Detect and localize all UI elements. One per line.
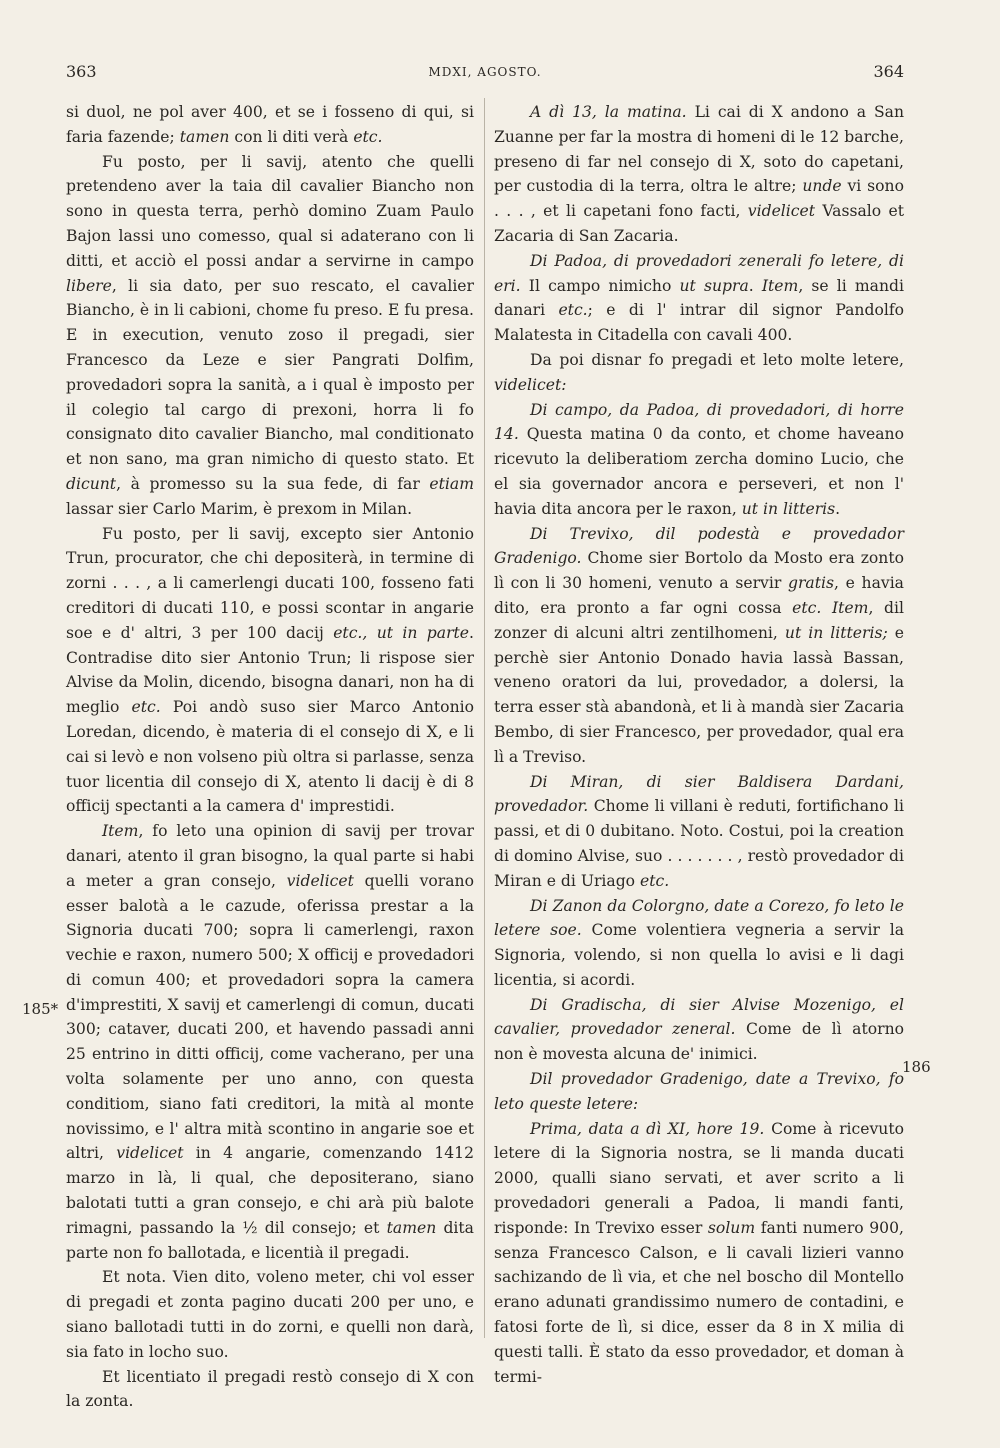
paragraph: Di Miran, di sier Baldisera Dardani, provedador. Chome li villani è reduti, fortifichano li passi, et di 0 dubitano. Noto. Costui, poi la creation di domino Alvise, suo . . . . . . . , restò provedador di Miran e di Uriago etc.: [494, 772, 904, 890]
paragraph: Fu posto, per li savij, excepto sier Antonio Trun, procurator, che chi depositerà, in termine di zorni . . . , a li camerlengi ducati 100, fosseno fati creditori di ducati 110, e possi scontar in angarie soe e d' altri, 3 per 100 dacij etc., ut in parte. Contradise dito sier Antonio Trun; li rispose sier Alvise da Molin, dicendo, bisogna danari, non ha di meglio etc. Poi andò suso sier Marco Antonio Loredan, dicendo, è materia di el consejo di X, e li cai si levò e non volseno più oltra si parlasse, senza tuor licentia dil consejo di X, atento li dacij è di 8 officij spectanti a la camera d' imprestidi.: [66, 524, 474, 816]
page-header: [66, 62, 904, 86]
paragraph: Di Padoa, di provedadori zenerali fo letere, di eri. Il campo nimicho ut supra. Item, se li mandi danari etc.; e di l' intrar dil signor Pandolfo Malatesta in Citadella con cavali 400.: [494, 251, 904, 345]
page-number-left: 363: [66, 62, 97, 81]
paragraph: Et nota. Vien dito, voleno meter, chi vol esser di pregadi et zonta pagino ducati 200 per uno, e siano ballotadi tutti in do zorni, e quelli non darà, sia fato in locho suo.: [66, 1268, 474, 1361]
page-number-right: 364: [873, 62, 904, 81]
paragraph: Di Zanon da Colorgno, date a Corezo, fo leto le letere soe. Come volentiera vegneria a servir la Signoria, volendo, si non quella lo avisi e li dagi licentia, si acordi.: [494, 896, 904, 989]
paragraph: Prima, data a dì XI, hore 19. Come à ricevuto letere di la Signoria nostra, se li manda ducati 2000, qualli siano servati, et aver scrito a li provedadori generali a Padoa, li mandi fanti, risponde: In Trevixo esser solum fanti numero 900, senza Francesco Calson, e li cavali lizieri vanno sachizando de lì via, et che nel boscho dil Montello erano adunati grandissimo numero de contadini, e fatosi forte de lì, si dice, esser da 8 in X milia di questi talli. È stato da esso provedador, et doman à termi-: [494, 1119, 904, 1386]
left-column: [66, 100, 474, 1414]
paragraph: Dil provedador Gradenigo, date a Trevixo, fo leto queste letere:: [494, 1070, 904, 1113]
paragraph: Fu posto, per li savij, atento che quelli pretendeno aver la taia dil cavalier Biancho non sono in questa terra, perhò domino Zuam Paulo Bajon lassi uno comesso, qual si adaterano con li ditti, et acciò el possi andar a servirne in campo libere, li sia dato, per suo rescato, el cavalier Biancho, è in li cabioni, chome fu preso. E fu presa. E in execution, venuto zoso il pregadi, sier Francesco da Leze e sier Pangrati Dolfim, provedadori sopra la sanità, a i qual è imposto per il colegio tal cargo di prexoni, horra li fo consignato dito cavalier Biancho, mal conditionato et non sano, ma gran nimicho di questo stato. Et dicunt, à promesso su la sua fede, di far etiam lassar sier Carlo Marim, è prexom in Milan.: [66, 152, 474, 518]
paragraph: A dì 13, la matina. Li cai di X andono a San Zuanne per far la mostra di homeni di le 12 barche, preseno di far nel consejo di X, soto do capetani, per custodia di la terra, oltra le altre; unde vi sono . . . , et li capetani fono facti, videlicet Vassalo et Zacaria di San Zacaria.: [494, 103, 904, 245]
paragraph: Di campo, da Padoa, di provedadori, di horre 14. Questa matina 0 da conto, et chome haveano ricevuto la deliberatiom zercha domino Lucio, che el sia governador ancora e perseveri, et non l' havia dita ancora per le raxon, ut in litteris.: [494, 400, 904, 518]
paragraph: si duol, ne pol aver 400, et se i fosseno di qui, si faria fazende; tamen con li diti verà etc.: [66, 103, 474, 146]
right-column: [494, 100, 904, 1389]
running-head: MDXI, AGOSTO.: [428, 65, 542, 79]
paragraph: Da poi disnar fo pregadi et leto molte letere, videlicet:: [494, 350, 904, 394]
margin-note-right: 186: [902, 1058, 931, 1076]
paragraph: Item, fo leto una opinion di savij per trovar danari, atento il gran bisogno, la qual parte si habi a meter a gran consejo, videlicet quelli vorano esser balotà a le cazude, oferissa prestar a la Signoria ducati 700; sopra li camerlengi, raxon vechie e raxon, numero 500; X officij e provedadori di comun 400; et provedadori sopra la camera d'imprestiti, X savij et camerlengi di comun, ducati 300; cataver, ducati 200, et havendo passadi anni 25 entrino in ditti officij, come vacherano, per una volta solamente per uno anno, con questa conditiom, siano fati creditori, la mità al monte novissimo, e l' altra mità scontino in angarie soe et altri, videlicet in 4 angarie, comenzando 1412 marzo in là, li qual, che depositerano, siano balotati tutti a gran consejo, e chi arà più balote rimagni, passando la ½ dil consejo; et tamen dita parte non fo ballotada, e licentià il pregadi.: [66, 822, 475, 1262]
column-divider: [484, 98, 485, 1338]
paragraph: Di Gradischa, di sier Alvise Mozenigo, el cavalier, provedador zeneral. Come de lì atorno non è movesta alcuna de' inimici.: [494, 995, 905, 1064]
paragraph: Et licentiato il pregadi restò consejo di X con la zonta.: [66, 1367, 474, 1411]
margin-note-left: 185*: [22, 1000, 59, 1018]
paragraph: Di Trevixo, dil podestà e provedador Gradenigo. Chome sier Bortolo da Mosto era zonto lì con li 30 homeni, venuto a servir gratis, e havia dito, era pronto a far ogni cossa etc. Item, dil zonzer di alcuni altri zentilhomeni, ut in litteris; e perchè sier Antonio Donado havia lassà Bassan, veneno oratori da lui, provedador, a dolersi, la terra esser stà abandonà, et li à mandà sier Zacaria Bembo, di sier Francesco, per provedador, qual era lì a Treviso.: [494, 524, 905, 766]
